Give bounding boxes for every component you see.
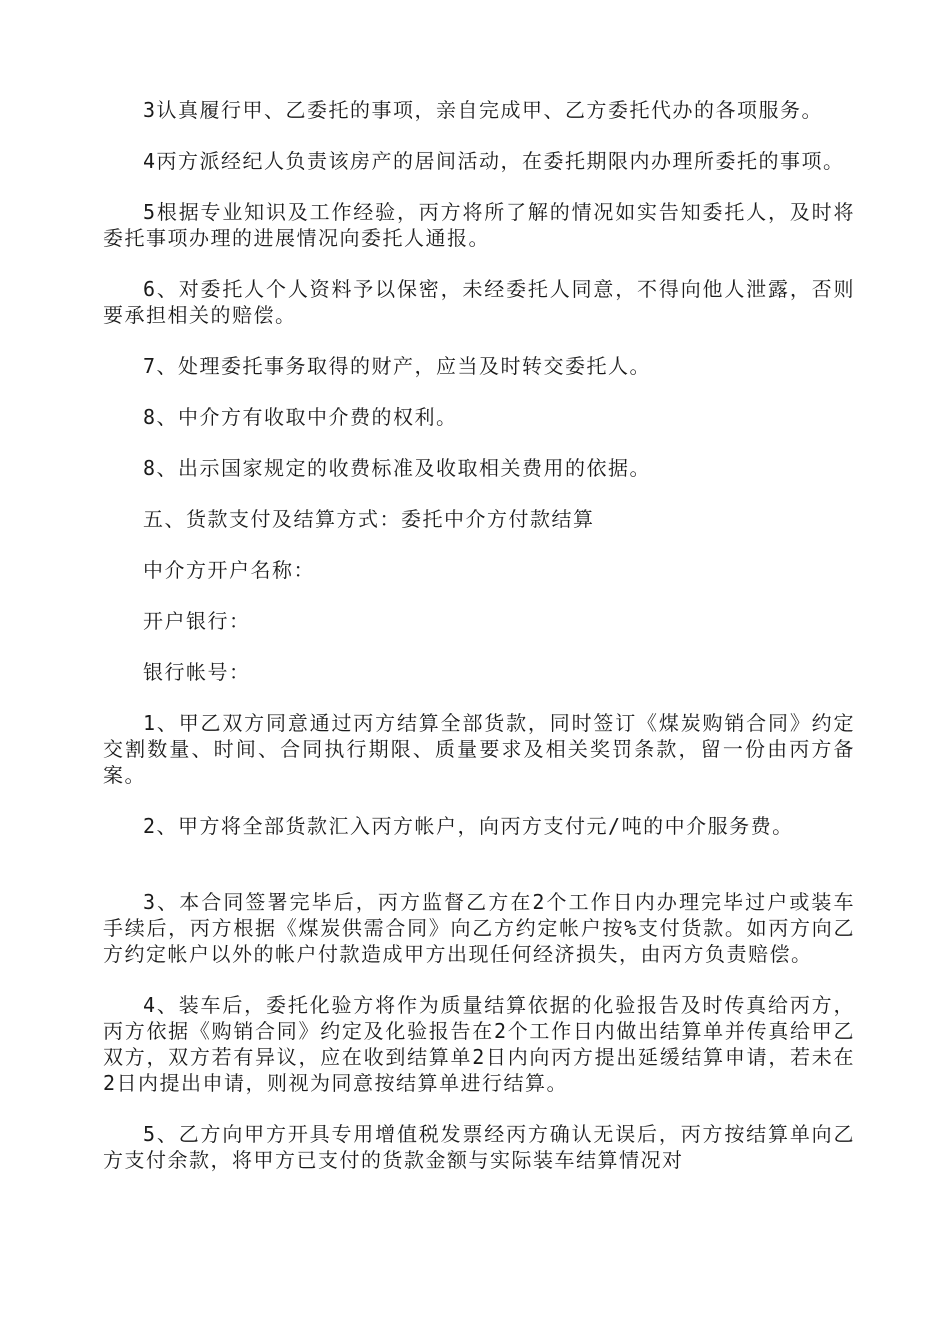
paragraph-duty-6: 6、对委托人个人资料予以保密，未经委托人同意，不得向他人泄露，否则要承担相关的赔偿。 [103,277,855,327]
paragraph-duty-5: 5根据专业知识及工作经验，丙方将所了解的情况如实告知委托人，及时将委托事项办理的进展情况向委托人通报。 [103,200,855,250]
paragraph-payment-2: 2、甲方将全部货款汇入丙方帐户，向丙方支付元/吨的中介服务费。 [143,814,794,838]
paragraph-payment-4: 4、装车后，委托化验方将作为质量结算依据的化验报告及时传真给丙方，丙方依据《购销合同》约定及化验报告在2个工作日内做出结算单并传真给甲乙双方，双方若有异议，应在收到结算单2日内向丙方提出延缓结算申请，若未在2日内提出申请，则视为同意按结算单进行结算。 [103,993,855,1095]
bank-name-field: 开户银行： [143,609,251,633]
section-heading-payment: 五、货款支付及结算方式：委托中介方付款结算 [143,507,595,531]
paragraph-payment-5: 5、乙方向甲方开具专用增值税发票经丙方确认无误后，丙方按结算单向乙方支付余款，将甲方已支付的货款金额与实际装车结算情况对 [103,1122,855,1172]
paragraph-duty-7: 7、处理委托事务取得的财产，应当及时转交委托人。 [143,354,652,378]
paragraph-duty-3: 3认真履行甲、乙委托的事项，亲自完成甲、乙方委托代办的各项服务。 [143,98,824,122]
paragraph-duty-8b: 8、出示国家规定的收费标准及收取相关费用的依据。 [143,456,652,480]
paragraph-payment-3: 3、本合同签署完毕后，丙方监督乙方在2个工作日内办理完毕过户或装车手续后，丙方根据《煤炭供需合同》向乙方约定帐户按%支付货款。如丙方向乙方约定帐户以外的帐户付款造成甲方出现任何经济损失，由丙方负责赔偿。 [103,890,855,966]
paragraph-duty-4: 4丙方派经纪人负责该房产的居间活动，在委托期限内办理所委托的事项。 [143,149,845,173]
paragraph-duty-8a: 8、中介方有收取中介费的权利。 [143,405,458,429]
bank-account-field: 银行帐号： [143,660,251,684]
paragraph-payment-1: 1、甲乙双方同意通过丙方结算全部货款，同时签订《煤炭购销合同》约定交割数量、时间、合同执行期限、质量要求及相关奖罚条款，留一份由丙方备案。 [103,711,855,787]
account-name-field: 中介方开户名称： [143,558,315,582]
document-body [103,97,855,1198]
